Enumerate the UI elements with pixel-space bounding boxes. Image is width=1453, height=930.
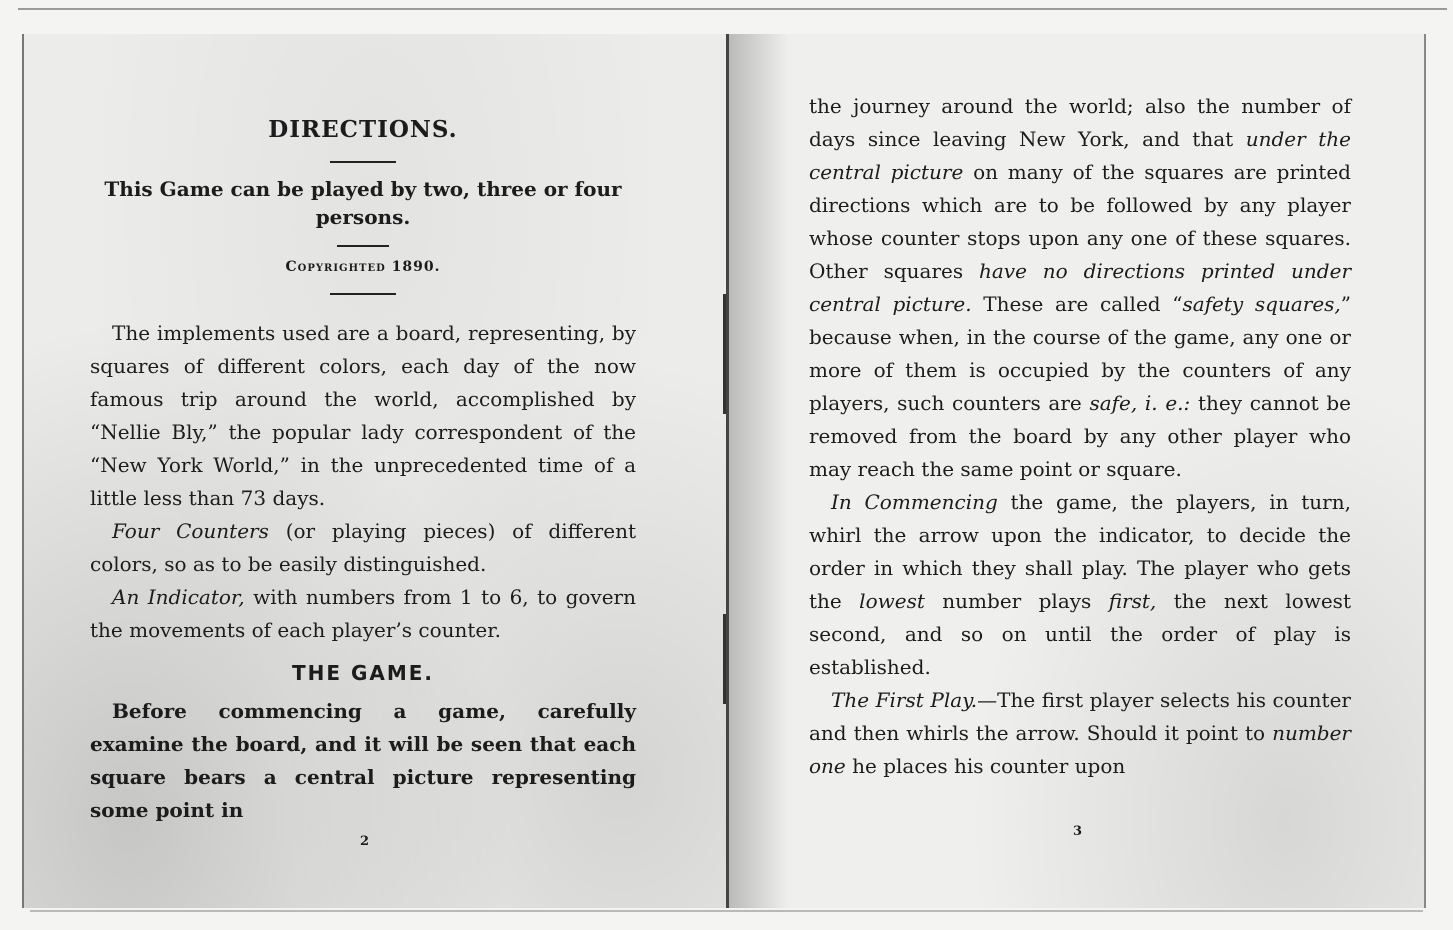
text-run: These are called “ <box>971 292 1183 316</box>
page-number: 2 <box>360 834 370 849</box>
section-heading: THE GAME. <box>291 661 435 685</box>
counters-text: (or playing pieces) of different colors, so as to be easily distinguished. <box>90 519 636 576</box>
page-title: DIRECTIONS. <box>268 116 458 143</box>
emphasis-run: safety squares, <box>1182 292 1341 316</box>
scan-edge-top <box>18 8 1447 10</box>
implements-paragraph: The implements used are a board, representing, by squares of different colors, each day of the now famous trip around the world, accomplished by “Nellie Bly,” the popular lady correspondent of the “New York World,” in the unprecedented time of a little less than 73 days. <box>90 321 636 510</box>
text-run: the journey around the world; also the number of days since leaving New York, and that <box>809 94 1351 151</box>
emphasis-run: lowest <box>859 589 925 613</box>
indicator-text: with numbers from 1 to 6, to govern the movements of each player’s counter. <box>90 585 636 642</box>
right-page-content <box>809 90 1351 783</box>
counters-paragraph <box>90 515 636 581</box>
indicator-paragraph <box>90 581 636 647</box>
emphasis-run: safe, i. e.: <box>1089 391 1191 415</box>
binding-mark <box>723 294 726 414</box>
scan-edge-bottom <box>30 910 1423 912</box>
copyright-line: Copyrighted 1890. <box>285 259 441 275</box>
text-run: he places his counter upon <box>845 754 1126 778</box>
emphasis-run: number one <box>809 721 1351 778</box>
emphasis-run: have no directions printed under central picture. <box>809 259 1351 316</box>
page-number: 3 <box>1073 824 1083 839</box>
divider-rule <box>330 293 396 295</box>
players-note: This Game can be played by two, three or four persons. <box>104 177 622 229</box>
counters-lead: Four Counters <box>112 519 269 543</box>
text-run: they cannot be removed from the board by any other player who may reach the same point or square. <box>809 391 1351 481</box>
text-run: number plays <box>924 589 1109 613</box>
binding-mark <box>723 614 726 704</box>
emphasis-run: first, <box>1108 589 1157 613</box>
right-page <box>726 34 1426 908</box>
game-paragraph: Before commencing a game, carefully examine the board, and it will be seen that each square bears a central picture representing some point in <box>90 699 636 822</box>
divider-rule <box>337 245 389 247</box>
text-run: the game, the players, in turn, whirl the arrow upon the indicator, to decide the order in which they shall play. The player who gets the <box>809 490 1351 613</box>
first-play-paragraph <box>809 684 1351 783</box>
divider-rule <box>330 161 396 163</box>
left-page <box>22 34 728 908</box>
text-run: the next lowest second, and so on until the order of play is established. <box>809 589 1351 679</box>
paragraph-lead: In Commencing <box>831 490 998 514</box>
text-run: —The first player selects his counter and then whirls the arrow. Should it point to <box>809 688 1351 745</box>
indicator-lead: An Indicator, <box>112 585 245 609</box>
paragraph-lead: The First Play. <box>831 688 978 712</box>
text-run: ” because when, in the course of the game, any one or more of them is occupied by the counters of any players, such counters are <box>809 292 1352 415</box>
journey-paragraph <box>809 90 1351 486</box>
commencing-paragraph <box>809 486 1351 684</box>
left-page-content <box>90 106 636 827</box>
text-run: on many of the squares are printed directions which are to be followed by any player whose counter stops upon any one of these squares. Other squares <box>809 160 1351 283</box>
emphasis-run: under the central picture <box>809 127 1351 184</box>
